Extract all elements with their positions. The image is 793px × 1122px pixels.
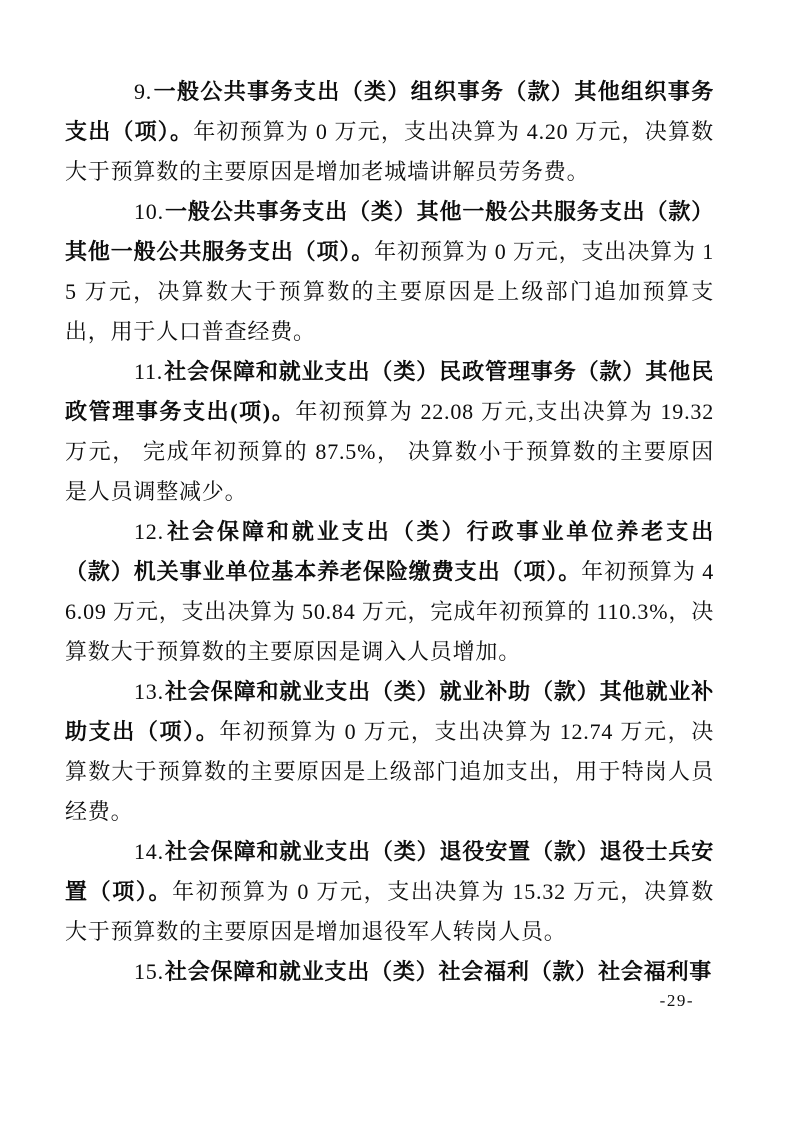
page-number: -29- <box>659 991 694 1010</box>
paragraph-number: 15. <box>134 959 164 984</box>
budget-item-detail: 年初预算为 0 万元，支出决算为 12.74 万元，决算数大于预算数的主要原因是上级部门追加支出，用于特岗人员经费。 <box>65 719 714 824</box>
document-body <box>65 72 714 992</box>
budget-item-detail: 年初预算为 0 万元，支出决算为 15.32 万元，决算数大于预算数的主要原因是增加退役军人转岗人员。 <box>65 879 714 944</box>
budget-item-title: 社会保障和就业支出（类）社会福利（款）社会福利事 <box>164 959 713 984</box>
budget-paragraph-12 <box>65 512 714 672</box>
paragraph-number: 10. <box>134 199 164 224</box>
budget-item-title: 社会保障和就业支出（类）退役安置（款）退役士兵安置（项）。 <box>65 839 714 904</box>
budget-paragraph-13 <box>65 672 714 832</box>
budget-paragraph-9 <box>65 72 714 192</box>
budget-item-title: 社会保障和就业支出（类）就业补助（款）其他就业补助支出（项）。 <box>65 679 714 744</box>
budget-paragraph-15 <box>65 952 714 992</box>
budget-item-title: 一般公共事务支出（类）组织事务（款）其他组织事务支出（项）。 <box>65 79 714 144</box>
paragraph-number: 9. <box>134 79 153 104</box>
budget-item-detail: 年初预算为 0 万元，支出决算为 4.20 万元，决算数大于预算数的主要原因是增加老城墙讲解员劳务费。 <box>65 119 714 184</box>
budget-item-detail: 年初预算为 0 万元，支出决算为 15 万元，决算数大于预算数的主要原因是上级部门追加预算支出，用于人口普查经费。 <box>65 239 715 344</box>
budget-item-detail: 年初预算为 22.08 万元,支出决算为 19.32 万元， 完成年初预算的 87.5%， 决算数小于预算数的主要原因是人员调整减少。 <box>65 399 714 504</box>
budget-paragraph-10 <box>65 192 714 352</box>
budget-item-detail: 年初预算为 46.09 万元，支出决算为 50.84 万元，完成年初预算的 110.3%，决算数大于预算数的主要原因是调入人员增加。 <box>65 559 714 664</box>
budget-item-title: 社会保障和就业支出（类）行政事业单位养老支出（款）机关事业单位基本养老保险缴费支出（项）。 <box>65 519 714 584</box>
budget-paragraph-14 <box>65 832 714 952</box>
budget-item-title: 社会保障和就业支出（类）民政管理事务（款）其他民政管理事务支出(项)。 <box>65 359 714 424</box>
paragraph-number: 14. <box>134 839 164 864</box>
budget-paragraph-11 <box>65 352 714 512</box>
paragraph-number: 13. <box>134 679 164 704</box>
budget-item-title: 一般公共事务支出（类）其他一般公共服务支出（款）其他一般公共服务支出（项）。 <box>65 199 714 264</box>
paragraph-number: 12. <box>134 519 164 544</box>
paragraph-number: 11. <box>134 359 164 384</box>
